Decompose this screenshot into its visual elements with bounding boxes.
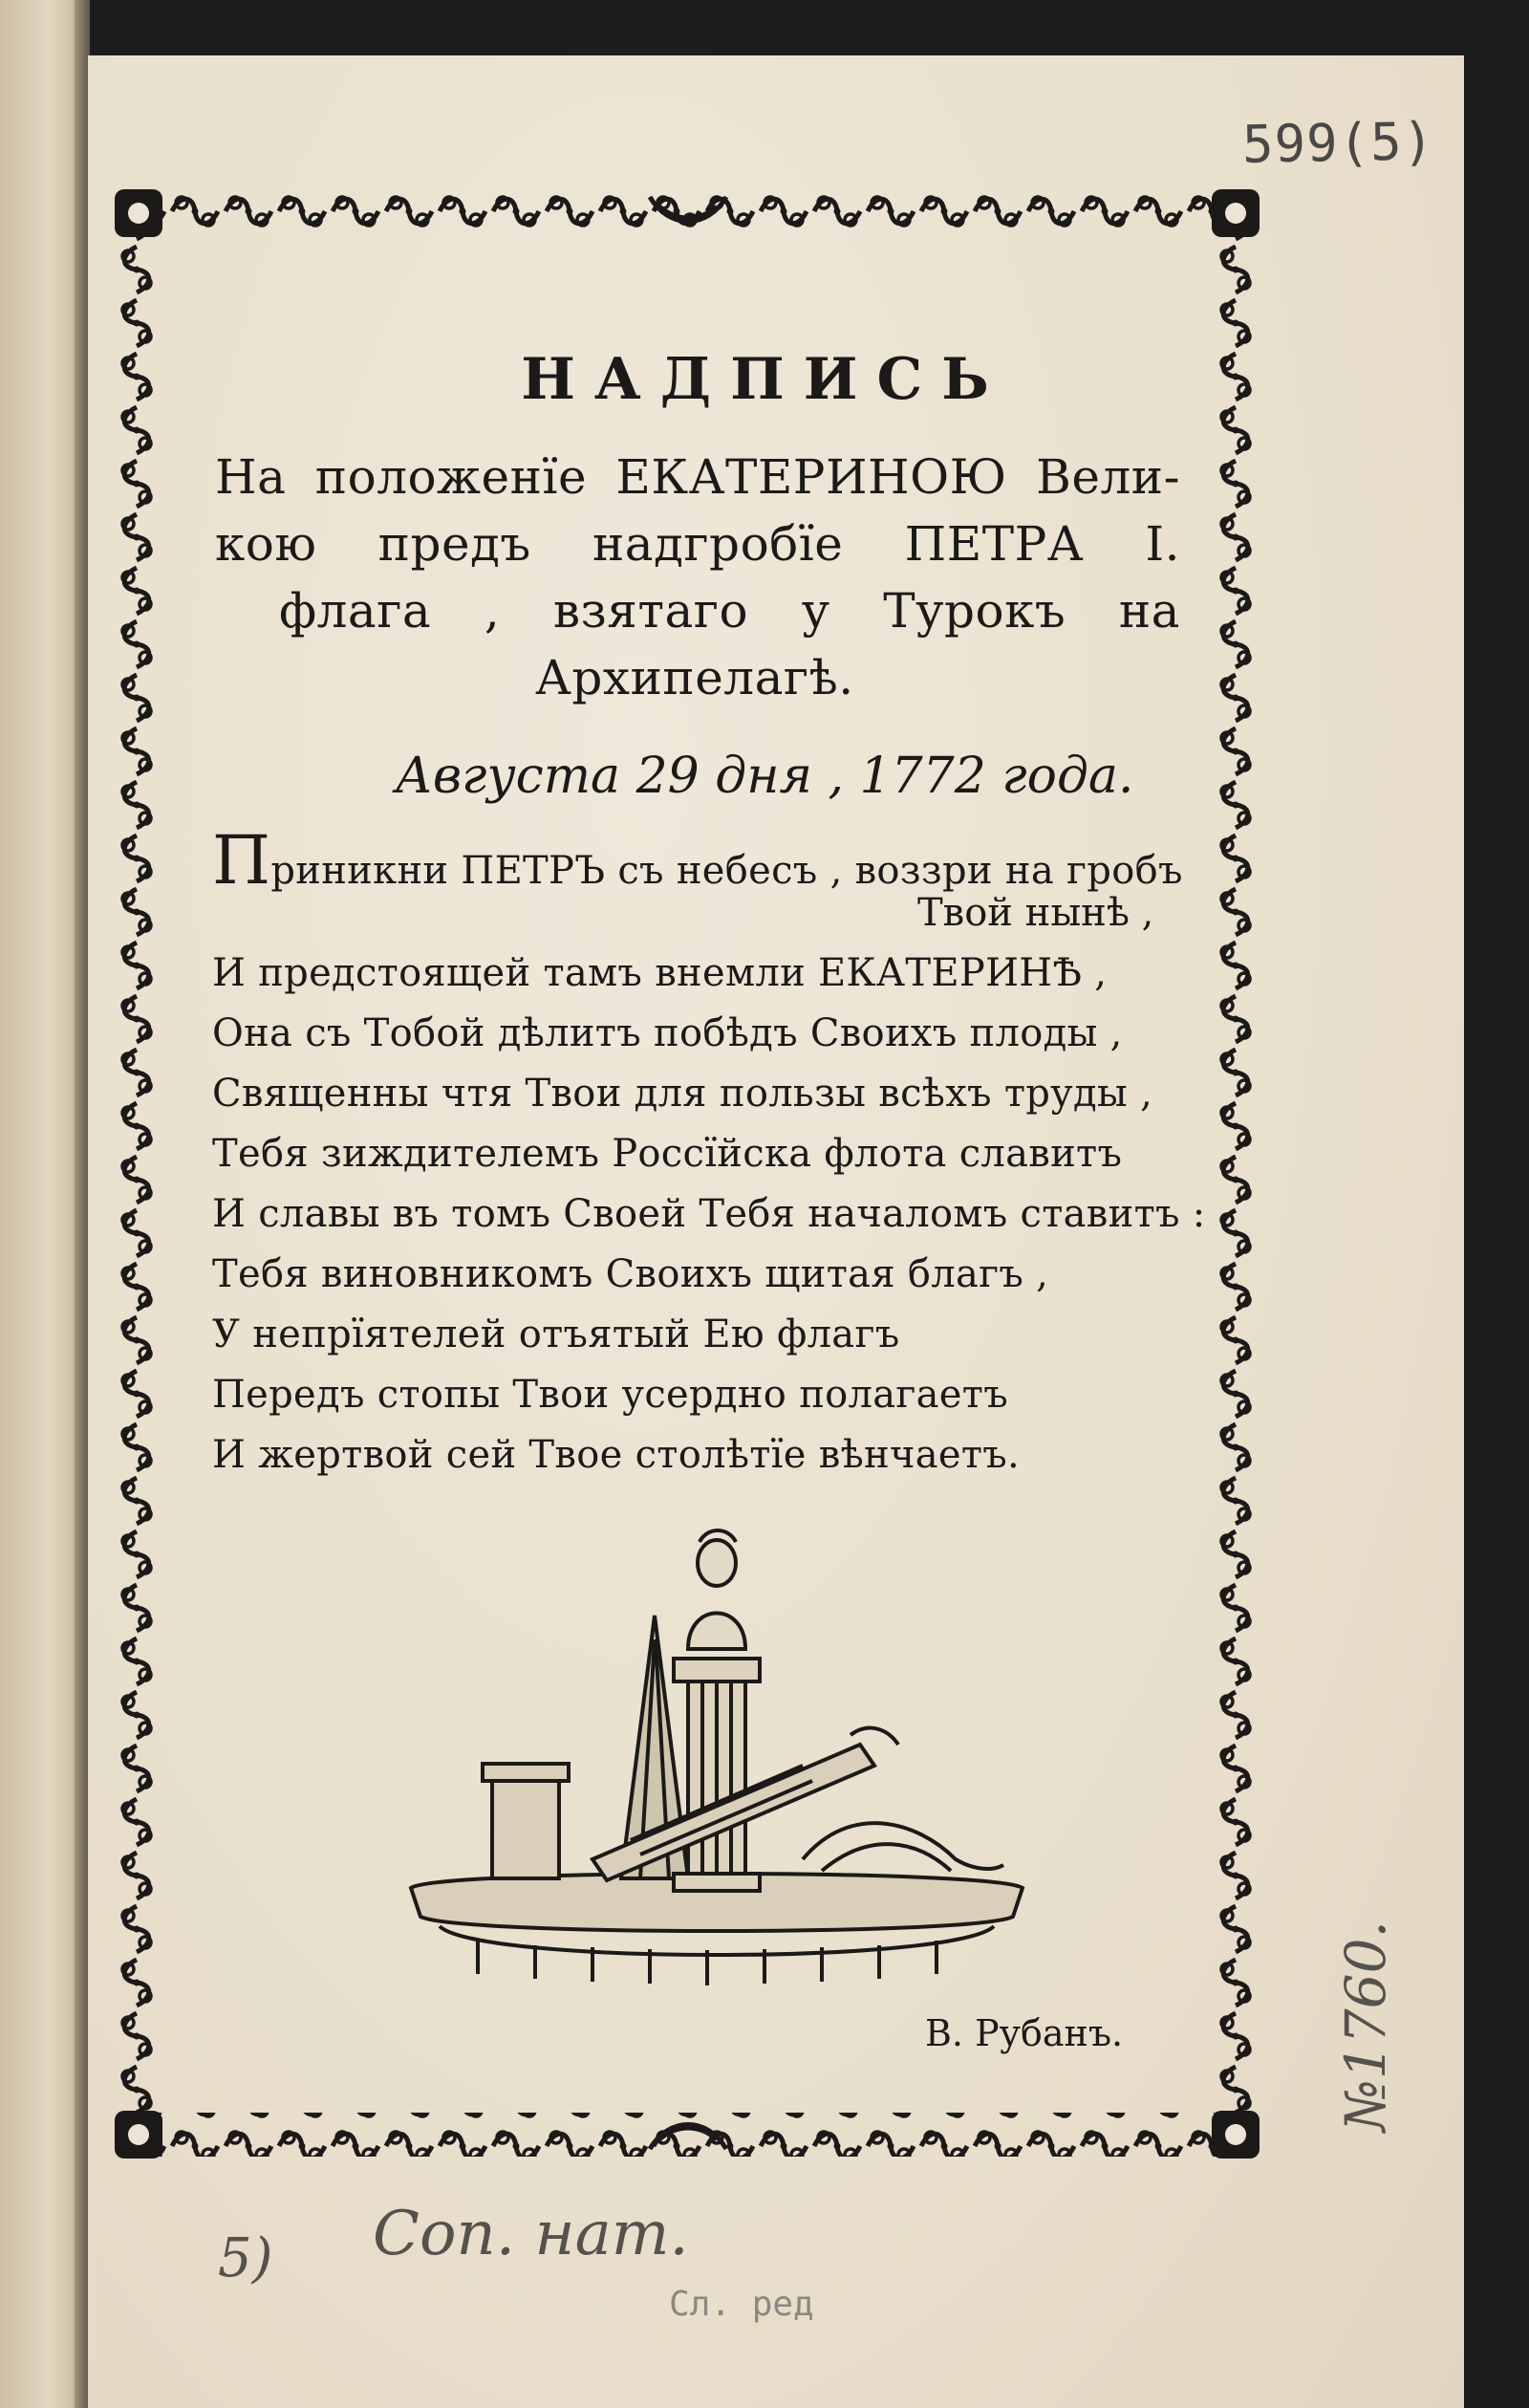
document-title: НАДПИСЬ <box>521 346 1008 413</box>
handwritten-note: Соп. нат. <box>373 2199 689 2269</box>
subtitle-line-3: флага , взятаго у Турокъ на <box>279 583 1180 639</box>
verse-line-2: И предстоящей тамъ внемли ЕКАТЕРИНѢ , <box>212 951 1108 995</box>
verse-line-10: И жертвой сей Твое столѣтїе вѣнчаетъ. <box>212 1433 1021 1477</box>
pencil-note: Сл. ред <box>669 2285 814 2324</box>
subtitle-line-2: кою предъ надгробїе ПЕТРА I. <box>215 516 1180 572</box>
verse-line-1 <box>212 821 1183 900</box>
handwritten-number: 5) <box>218 2227 273 2289</box>
verse-line-5: Тебя зиждителемъ Россїйска флота славитъ <box>212 1132 1123 1176</box>
verse-line-1-text: риникни ПЕТРЪ съ небесъ , воззри на гробъ <box>270 849 1183 893</box>
engraved-vignette <box>401 1515 1032 1993</box>
verse-line-6: И славы въ томъ Своей Тебя началомъ ставитъ : <box>212 1192 1206 1236</box>
author-signature: В. Рубанъ. <box>925 2012 1124 2054</box>
verse-line-9: Передъ стопы Твои усердно полагаетъ <box>212 1373 1008 1417</box>
verse-line-4: Священны чтя Твои для пользы всѣхъ труды , <box>212 1072 1153 1116</box>
verse-line-8: У непрїятелей отъятый Ею флагъ <box>212 1312 900 1356</box>
verse-line-7: Тебя виновникомъ Своихъ щитая благъ , <box>212 1252 1049 1296</box>
subtitle-line-1: На положенїе ЕКАТЕРИНОЮ Вели- <box>215 449 1180 505</box>
date-line: Августа 29 дня , 1772 года. <box>395 748 1134 805</box>
margin-inventory-number: №1760. <box>1333 1920 1398 2132</box>
drop-cap: П <box>212 821 271 900</box>
subtitle-line-4: Архипелагѣ. <box>535 650 854 705</box>
shelfmark-stamp: 599(5) <box>1241 111 1435 175</box>
verse-line-1-continuation: Твой нынѣ , <box>917 891 1154 935</box>
verse-line-3: Она съ Тобой дѣлитъ побѣдъ Своихъ плоды , <box>212 1011 1123 1055</box>
